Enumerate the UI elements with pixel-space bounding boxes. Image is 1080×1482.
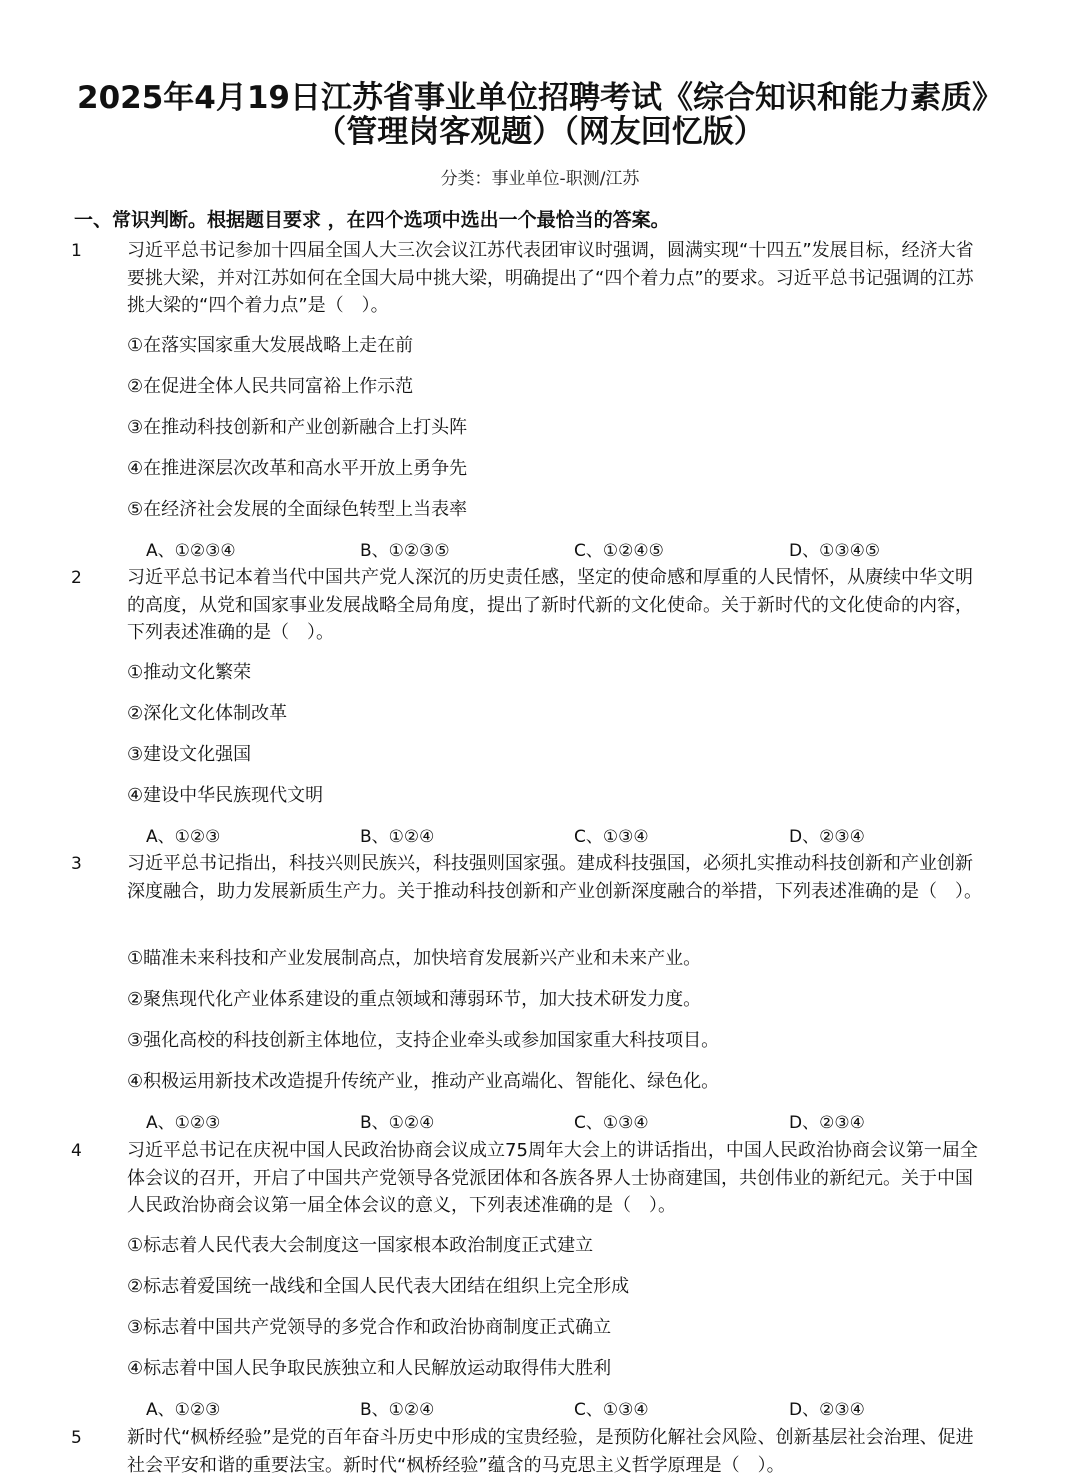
question-4-stem: 习近平总书记在庆祝中国人民政治协商会议成立75周年大会上的讲话指出，中国人民政治协商会议第一届全体会议的召开，开启了中国共产党领导各党派团体和各族各界人士协商建国，共创伟业的新纪元。关于中国人民政治协商会议第一届全体会议的意义，下列表述准确的是（ ）。 bbox=[127, 1140, 978, 1216]
question-3-stem: 习近平总书记指出，科技兴则民族兴，科技强则国家强。建成科技强国，必须扎实推动科技创新和产业创新深度融合，助力发展新质生产力。关于推动科技创新和产业创新深度融合的举措，下列表述准确的是（ ）。 bbox=[127, 853, 982, 902]
question-3-option-2: ②聚焦现代化产业体系建设的重点领域和薄弱环节，加大技术研发力度。 bbox=[127, 989, 702, 1010]
question-1-number: 1 bbox=[71, 241, 82, 261]
question-4-number: 4 bbox=[71, 1141, 82, 1161]
question-2-number: 2 bbox=[71, 568, 82, 588]
section-heading: 一、常识判断。根据题目要求 ，在四个选项中选出一个最恰当的答案。 bbox=[74, 209, 670, 231]
question-3-option-1: ①瞄准未来科技和产业发展制高点，加快培育发展新兴产业和未来产业。 bbox=[127, 948, 702, 969]
question-4-option-3: ③标志着中国共产党领导的多党合作和政治协商制度正式确立 bbox=[127, 1317, 612, 1338]
question-4-option-2: ②标志着爱国统一战线和全国人民代表大团结在组织上完全形成 bbox=[127, 1276, 630, 1297]
question-4-choice-d: D、②③④ bbox=[789, 1400, 865, 1420]
question-1-choice-b: B、①②③⑤ bbox=[360, 541, 450, 561]
question-1-option-4: ④在推进深层次改革和高水平开放上勇争先 bbox=[127, 458, 468, 479]
question-1-choice-c: C、①②④⑤ bbox=[574, 541, 664, 561]
question-3-option-3: ③强化高校的科技创新主体地位，支持企业牵头或参加国家重大科技项目。 bbox=[127, 1030, 720, 1051]
document-title-line-2: （管理岗客观题）（网友回忆版） bbox=[315, 114, 765, 150]
question-2-option-3: ③建设文化强国 bbox=[127, 744, 252, 765]
question-4-option-1: ①标志着人民代表大会制度这一国家根本政治制度正式建立 bbox=[127, 1235, 594, 1256]
question-1-option-1: ①在落实国家重大发展战略上走在前 bbox=[127, 335, 414, 356]
question-2-choice-c: C、①③④ bbox=[574, 827, 649, 847]
question-2-option-2: ②深化文化体制改革 bbox=[127, 703, 288, 724]
question-3-choice-c: C、①③④ bbox=[574, 1113, 649, 1133]
question-3-option-4: ④积极运用新技术改造提升传统产业，推动产业高端化、智能化、绿色化。 bbox=[127, 1071, 720, 1092]
question-2-stem: 习近平总书记本着当代中国共产党人深沉的历史责任感，坚定的使命感和厚重的人民情怀，从赓续中华文明的高度，从党和国家事业发展战略全局角度，提出了新时代新的文化使命。关于新时代的文化使命的内容，下列表述准确的是（ ）。 bbox=[127, 567, 973, 643]
question-1-choice-d: D、①③④⑤ bbox=[789, 541, 881, 561]
document-title-line-1: 2025年4月19日江苏省事业单位招聘考试《综合知识和能力素质》 bbox=[77, 80, 1003, 116]
question-2-choice-a: A、①②③ bbox=[146, 827, 221, 847]
question-1-option-3: ③在推动科技创新和产业创新融合上打头阵 bbox=[127, 417, 468, 438]
question-1-option-2: ②在促进全体人民共同富裕上作示范 bbox=[127, 376, 414, 397]
question-4-choice-c: C、①③④ bbox=[574, 1400, 649, 1420]
question-3-choice-b: B、①②④ bbox=[360, 1113, 435, 1133]
question-5-number: 5 bbox=[71, 1428, 82, 1448]
document-category: 分类：事业单位-职测/江苏 bbox=[440, 169, 640, 189]
question-3-choice-a: A、①②③ bbox=[146, 1113, 221, 1133]
question-3-choice-d: D、②③④ bbox=[789, 1113, 865, 1133]
question-1-option-5: ⑤在经济社会发展的全面绿色转型上当表率 bbox=[127, 499, 468, 520]
question-1-stem: 习近平总书记参加十四届全国人大三次会议江苏代表团审议时强调，圆满实现“十四五”发展目标，经济大省要挑大梁，并对江苏如何在全国大局中挑大梁，明确提出了“四个着力点”的要求。习近平总书记强调的江苏挑大梁的“四个着力点”是（ ）。 bbox=[127, 240, 974, 316]
question-5-stem: 新时代“枫桥经验”是党的百年奋斗历史中形成的宝贵经验，是预防化解社会风险、创新基层社会治理、促进社会平安和谐的重要法宝。新时代“枫桥经验”蕴含的马克思主义哲学原理是（ ）。 bbox=[127, 1427, 974, 1476]
question-4-option-4: ④标志着中国人民争取民族独立和人民解放运动取得伟大胜利 bbox=[127, 1358, 612, 1379]
question-2-choice-d: D、②③④ bbox=[789, 827, 865, 847]
question-4-choice-a: A、①②③ bbox=[146, 1400, 221, 1420]
question-4-choice-b: B、①②④ bbox=[360, 1400, 435, 1420]
question-2-option-4: ④建设中华民族现代文明 bbox=[127, 785, 324, 806]
question-3-number: 3 bbox=[71, 854, 82, 874]
question-1-choice-a: A、①②③④ bbox=[146, 541, 236, 561]
question-2-option-1: ①推动文化繁荣 bbox=[127, 662, 252, 683]
question-2-choice-b: B、①②④ bbox=[360, 827, 435, 847]
